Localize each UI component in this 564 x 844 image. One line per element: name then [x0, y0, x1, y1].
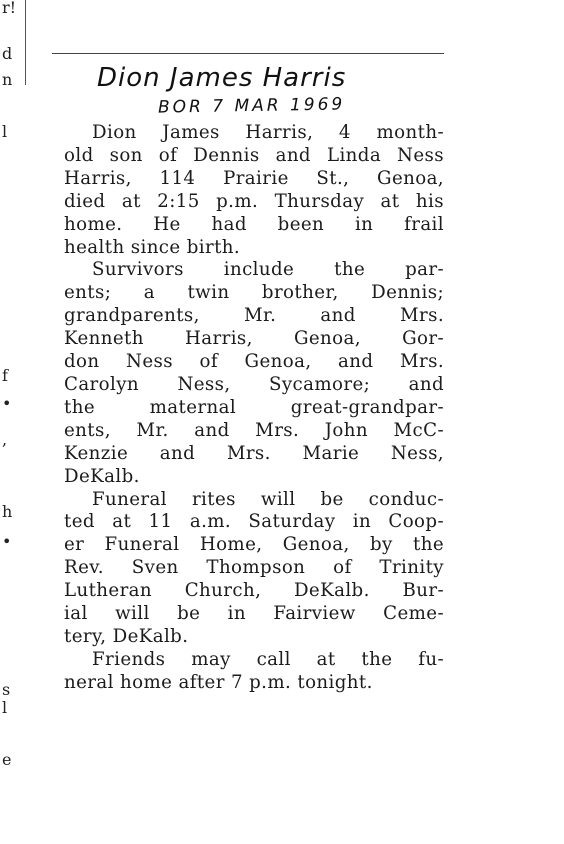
text-line: Kenzie and Mrs. Marie Ness, — [64, 442, 444, 464]
margin-fragment: n — [2, 70, 13, 89]
text-line: old son of Dennis and Linda Ness — [64, 144, 444, 166]
obituary-headline: Dion James Harris — [97, 63, 347, 93]
text-line: Rev. Sven Thompson of Trinity — [64, 557, 444, 579]
margin-fragment: • — [2, 532, 12, 551]
text-line: er Funeral Home, Genoa, by the — [64, 534, 444, 556]
obituary-body — [64, 122, 444, 695]
text-line: Lutheran Church, DeKalb. Bur- — [64, 580, 444, 602]
text-line: DeKalb. — [64, 465, 140, 487]
text-line: ial will be in Fairview Ceme- — [64, 603, 444, 625]
text-line: ted at 11 a.m. Saturday in Coop- — [64, 511, 444, 533]
text-line: ents, Mr. and Mrs. John McC- — [64, 419, 444, 441]
text-line: tery, DeKalb. — [64, 625, 189, 647]
text-line: died at 2:15 p.m. Thursday at his — [64, 190, 444, 212]
text-line: home. He had been in frail — [64, 213, 444, 235]
obituary-paragraph — [64, 489, 444, 649]
text-line: don Ness of Genoa, and Mrs. — [64, 351, 444, 373]
text-line: Dion James Harris, 4 month- — [92, 122, 444, 143]
text-line: neral home after 7 p.m. tonight. — [64, 671, 373, 693]
text-line: the maternal great-grandpar- — [64, 396, 444, 418]
text-line: grandparents, Mr. and Mrs. — [64, 305, 444, 327]
margin-fragment: • — [2, 394, 12, 413]
margin-fragment: r! — [2, 0, 17, 17]
margin-fragment: s — [2, 680, 11, 699]
text-line: Kenneth Harris, Genoa, Gor- — [64, 328, 444, 350]
text-line: Survivors include the par- — [92, 259, 444, 281]
obituary-paragraph — [64, 259, 444, 488]
text-line: ents; a twin brother, Dennis; — [64, 282, 444, 304]
margin-fragment: d — [2, 44, 13, 63]
margin-fragment: h — [2, 502, 13, 521]
margin-fragment: l — [2, 698, 8, 717]
text-line: Funeral rites will be conduc- — [92, 488, 444, 510]
adjacent-column-fragments — [0, 0, 24, 844]
obituary-paragraph — [64, 649, 444, 695]
text-line: Friends may call at the fu- — [92, 648, 444, 670]
handwritten-date-annotation: BOR 7 MAR 1969 — [157, 94, 346, 118]
text-line: health since birth. — [64, 236, 241, 258]
margin-fragment: f — [2, 366, 8, 385]
column-rule — [25, 0, 26, 85]
margin-fragment: l — [2, 122, 8, 141]
margin-fragment: , — [2, 430, 8, 449]
margin-fragment: e — [2, 750, 12, 769]
text-line: Harris, 114 Prairie St., Genoa, — [64, 167, 444, 189]
text-line: Carolyn Ness, Sycamore; and — [64, 373, 444, 395]
section-divider — [52, 53, 444, 54]
obituary-paragraph — [64, 122, 444, 259]
